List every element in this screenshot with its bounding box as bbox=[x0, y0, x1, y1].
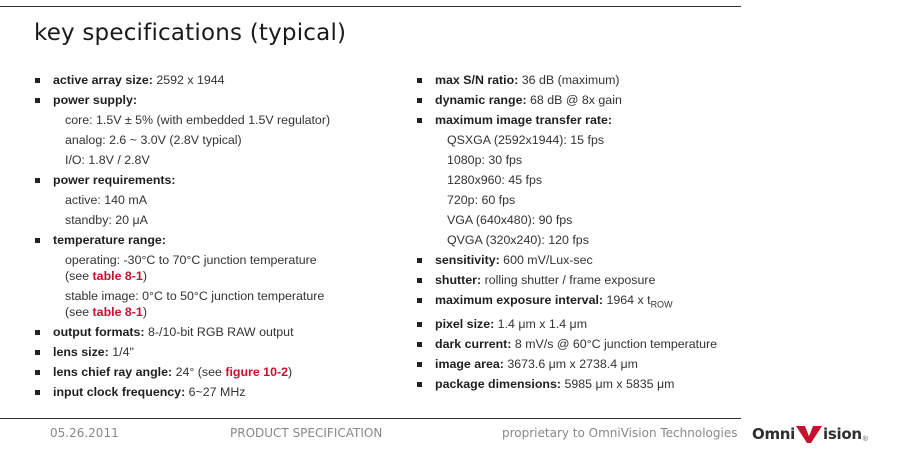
spec-value: 5985 μm x 5835 μm bbox=[561, 377, 675, 392]
spec-value: 2592 x 1944 bbox=[152, 73, 225, 87]
spec-column-left bbox=[33, 70, 393, 402]
spec-label: dark current: bbox=[435, 337, 512, 352]
spec-label: sensitivity: bbox=[435, 253, 500, 267]
bottom-rule bbox=[0, 418, 741, 419]
spec-value: 1964 x t bbox=[603, 293, 651, 307]
table-8-1-link[interactable]: table 8-1 bbox=[92, 269, 143, 283]
spec-item-temperature-range bbox=[33, 230, 393, 250]
spec-value: 68 dB @ 8x gain bbox=[526, 93, 622, 107]
bullet-icon bbox=[417, 118, 422, 123]
spec-label: pixel size: bbox=[435, 317, 495, 332]
see-open: (see bbox=[65, 305, 93, 319]
stable-temp-text: stable image: 0°C to 50°C junction temperature bbox=[65, 289, 325, 303]
bullet-icon bbox=[417, 78, 422, 83]
spec-item-max-image-transfer-rate bbox=[415, 110, 755, 130]
spec-label: temperature range: bbox=[53, 233, 166, 247]
bullet-icon bbox=[35, 370, 40, 375]
spec-subitem: QSXGA (2592x1944): 15 fps bbox=[447, 133, 605, 147]
spec-item-max-exposure-interval bbox=[415, 290, 755, 314]
page-title: key specifications (typical) bbox=[34, 20, 347, 46]
logo-text-right: ision bbox=[823, 425, 862, 443]
bullet-icon bbox=[35, 330, 40, 335]
spec-item-output-formats bbox=[33, 322, 393, 342]
bullet-icon bbox=[417, 278, 422, 283]
spec-value-tail: ) bbox=[287, 365, 293, 379]
spec-item-dark-current bbox=[415, 334, 755, 354]
bullet-icon bbox=[35, 350, 40, 355]
bullet-icon bbox=[417, 322, 422, 327]
spec-item-dynamic-range bbox=[415, 90, 755, 110]
bullet-icon bbox=[35, 78, 40, 83]
spec-value: 8 mV/s @ 60°C junction temperature bbox=[511, 337, 717, 352]
spec-label: max S/N ratio: bbox=[435, 73, 519, 87]
spec-label: output formats: bbox=[53, 325, 145, 339]
spec-item-sensitivity bbox=[415, 250, 755, 270]
logo-v-mark-icon bbox=[796, 423, 822, 445]
spec-subitem: core: 1.5V ± 5% (with embedded 1.5V regulator) bbox=[65, 113, 331, 127]
spec-value: 36 dB (maximum) bbox=[518, 73, 620, 87]
spec-label: package dimensions: bbox=[435, 377, 562, 392]
bullet-icon bbox=[35, 390, 40, 395]
spec-label: lens size: bbox=[53, 345, 109, 359]
spec-value: 1/4" bbox=[108, 345, 134, 359]
spec-subitem: standby: 20 μA bbox=[65, 213, 148, 227]
spec-label: input clock frequency: bbox=[53, 385, 186, 399]
bullet-icon bbox=[35, 178, 40, 183]
spec-item-power-requirements bbox=[33, 170, 393, 190]
bullet-icon bbox=[417, 258, 422, 263]
spec-item-lens-size bbox=[33, 342, 393, 362]
spec-subitem-operating bbox=[33, 250, 393, 286]
spec-item-lens-chief-ray-angle bbox=[33, 362, 393, 382]
spec-item-image-area bbox=[415, 354, 755, 374]
spec-label: maximum exposure interval: bbox=[435, 293, 604, 307]
bullet-icon bbox=[417, 98, 422, 103]
spec-item-package-dimensions bbox=[415, 374, 755, 394]
bullet-icon bbox=[417, 362, 422, 367]
omnivision-logo bbox=[752, 421, 868, 447]
spec-label: shutter: bbox=[435, 273, 482, 287]
see-close: ) bbox=[142, 269, 147, 283]
bullet-icon bbox=[417, 298, 422, 303]
spec-subitem: 720p: 60 fps bbox=[447, 193, 516, 207]
see-close: ) bbox=[142, 305, 147, 319]
spec-label: maximum image transfer rate: bbox=[435, 113, 612, 127]
logo-registered-mark: ® bbox=[862, 436, 868, 443]
spec-value: 24° (see bbox=[172, 365, 226, 379]
spec-subitem: analog: 2.6 ~ 3.0V (2.8V typical) bbox=[65, 133, 242, 147]
logo-text-left: Omni bbox=[752, 425, 796, 443]
spec-item-input-clock-frequency bbox=[33, 382, 393, 402]
spec-item-max-sn-ratio bbox=[415, 70, 755, 90]
bullet-icon bbox=[417, 382, 422, 387]
spec-item-shutter bbox=[415, 270, 755, 290]
table-8-1-link[interactable]: table 8-1 bbox=[92, 305, 143, 319]
spec-item-active-array-size bbox=[33, 70, 393, 90]
operating-temp-text: operating: -30°C to 70°C junction temperature bbox=[65, 253, 317, 267]
spec-column-right bbox=[415, 70, 755, 394]
spec-label: power supply: bbox=[53, 93, 137, 107]
figure-10-2-link[interactable]: figure 10-2 bbox=[225, 365, 288, 379]
spec-value: 3673.6 μm x 2738.4 μm bbox=[503, 357, 639, 372]
spec-label: dynamic range: bbox=[435, 93, 527, 107]
spec-value: 1.4 μm x 1.4 μm bbox=[494, 317, 588, 332]
bullet-icon bbox=[417, 342, 422, 347]
spec-label: power requirements: bbox=[53, 173, 176, 187]
spec-subitem-stable bbox=[33, 286, 393, 322]
spec-label: active array size: bbox=[53, 73, 153, 87]
spec-value-subscript: ROW bbox=[650, 299, 673, 310]
spec-label: lens chief ray angle: bbox=[53, 365, 173, 379]
spec-subitem: VGA (640x480): 90 fps bbox=[447, 213, 573, 227]
spec-item-power-supply bbox=[33, 90, 393, 110]
top-rule bbox=[0, 6, 741, 7]
spec-value: rolling shutter / frame exposure bbox=[481, 273, 656, 287]
spec-subitem: QVGA (320x240): 120 fps bbox=[447, 233, 589, 247]
see-open: (see bbox=[65, 269, 93, 283]
bullet-icon bbox=[35, 98, 40, 103]
bullet-icon bbox=[35, 238, 40, 243]
spec-value: 8-/10-bit RGB RAW output bbox=[144, 325, 294, 339]
footer-proprietary: proprietary to OmniVision Technologies bbox=[502, 426, 738, 440]
spec-label: image area: bbox=[435, 357, 504, 372]
spec-subitem: 1080p: 30 fps bbox=[447, 153, 523, 167]
spec-item-pixel-size bbox=[415, 314, 755, 334]
footer-doc-type: PRODUCT SPECIFICATION bbox=[230, 426, 383, 440]
spec-value: 600 mV/Lux-sec bbox=[499, 253, 593, 267]
footer-date: 05.26.2011 bbox=[50, 426, 119, 440]
spec-value: 6~27 MHz bbox=[185, 385, 246, 399]
spec-subitem: I/O: 1.8V / 2.8V bbox=[65, 153, 150, 167]
spec-subitem: active: 140 mA bbox=[65, 193, 147, 207]
spec-subitem: 1280x960: 45 fps bbox=[447, 173, 543, 187]
